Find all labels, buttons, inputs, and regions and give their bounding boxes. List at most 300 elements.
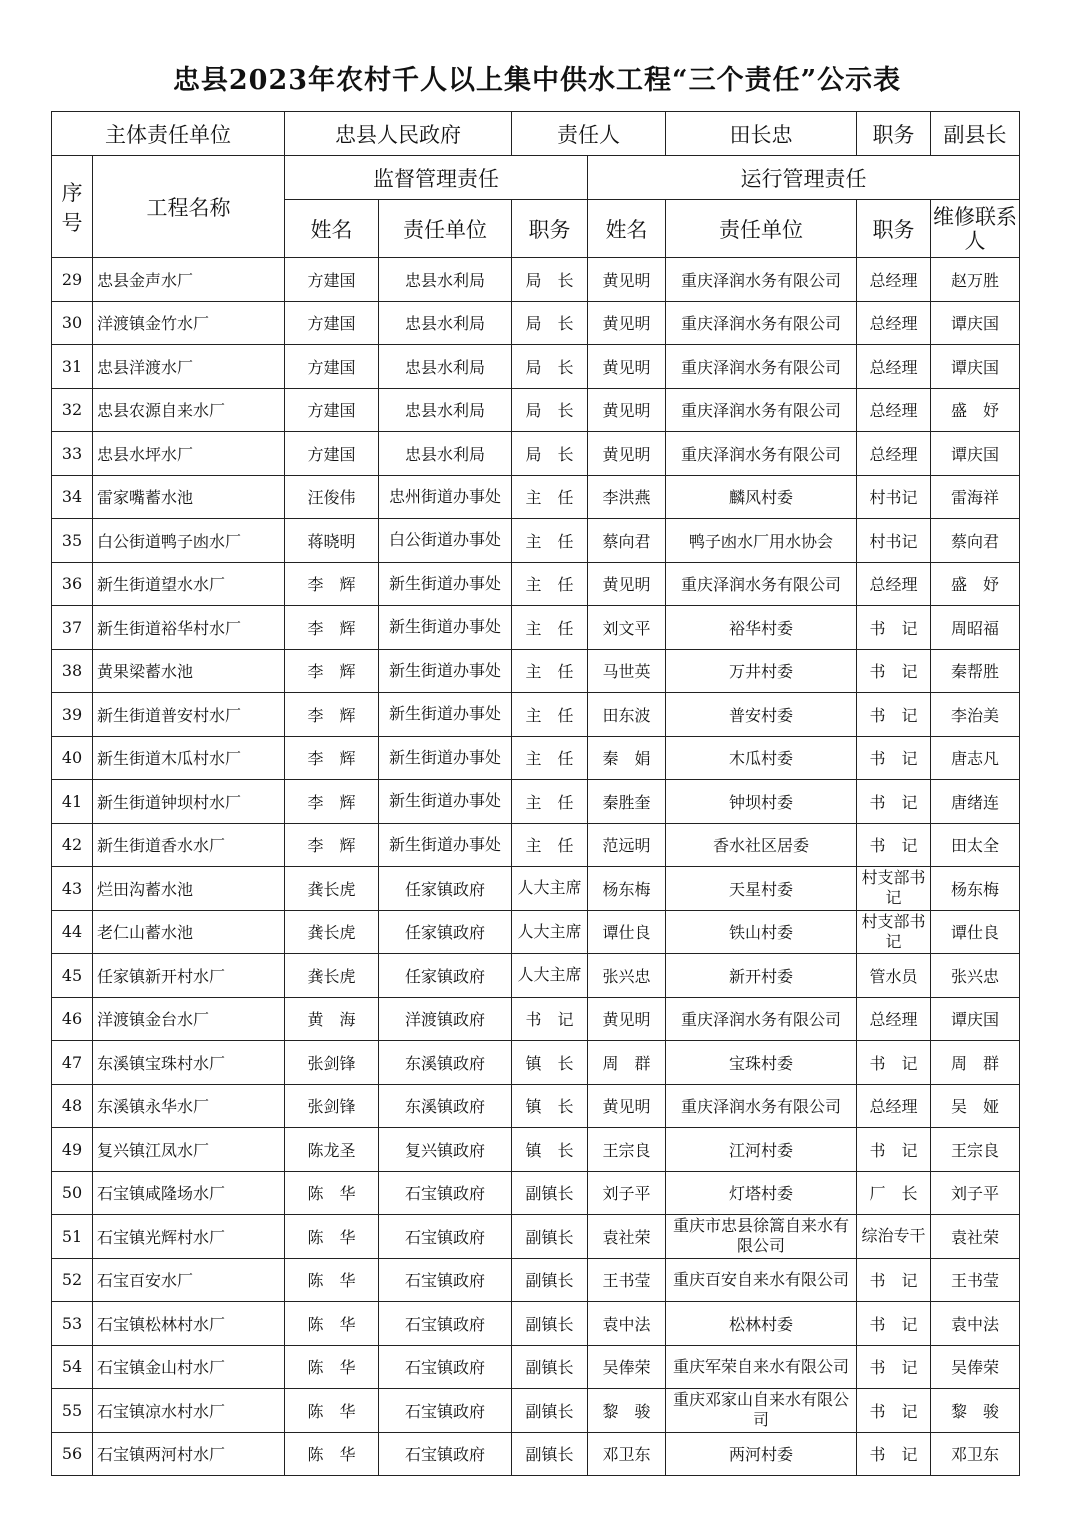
project-name-cell: 新生街道香水水厂 xyxy=(93,823,285,867)
contact-cell: 袁社荣 xyxy=(931,1215,1020,1259)
contact-cell: 蔡向君 xyxy=(931,519,1020,563)
sup-post-cell: 人大主席 xyxy=(512,910,588,954)
contact-cell: 张兴忠 xyxy=(931,954,1020,998)
seq-cell: 52 xyxy=(52,1258,93,1302)
op-unit-cell: 宝珠村委 xyxy=(666,1041,857,1085)
sup-unit-cell: 新生街道办事处 xyxy=(379,606,512,650)
table-row xyxy=(52,1345,1020,1389)
op-unit-cell: 重庆泽润水务有限公司 xyxy=(666,562,857,606)
sup-post-cell: 镇 长 xyxy=(512,1128,588,1172)
contact-cell: 黎 骏 xyxy=(931,1389,1020,1433)
op-post-cell: 书 记 xyxy=(857,1041,931,1085)
table-row xyxy=(52,519,1020,563)
sup-name-cell: 蒋晓明 xyxy=(285,519,379,563)
op-name-cell: 黄见明 xyxy=(588,997,666,1041)
op-unit-cell: 鸭子凼水厂用水协会 xyxy=(666,519,857,563)
op-name-cell: 黄见明 xyxy=(588,258,666,302)
page-title: 忠县2023年农村千人以上集中供水工程“三个责任”公示表 xyxy=(172,65,902,96)
sup-unit-cell: 复兴镇政府 xyxy=(379,1128,512,1172)
op-unit-cell: 重庆百安自来水有限公司 xyxy=(666,1258,857,1302)
op-post-cell: 总经理 xyxy=(857,432,931,476)
op-post-cell: 综治专干 xyxy=(857,1215,931,1259)
op-unit-cell: 灯塔村委 xyxy=(666,1171,857,1215)
op-post-header: 职务 xyxy=(857,200,931,258)
op-post-cell: 书 记 xyxy=(857,693,931,737)
seq-header: 序号 xyxy=(52,156,93,258)
op-post-cell: 总经理 xyxy=(857,1084,931,1128)
table-row xyxy=(52,823,1020,867)
seq-cell: 34 xyxy=(52,475,93,519)
sup-unit-cell: 任家镇政府 xyxy=(379,910,512,954)
op-name-cell: 王书莹 xyxy=(588,1258,666,1302)
contact-cell: 谭庆国 xyxy=(931,997,1020,1041)
sup-name-cell: 方建国 xyxy=(285,258,379,302)
person-label: 责任人 xyxy=(512,112,666,156)
seq-cell: 40 xyxy=(52,736,93,780)
table-row xyxy=(52,1302,1020,1346)
op-name-cell: 秦胜奎 xyxy=(588,780,666,824)
sup-unit-cell: 东溪镇政府 xyxy=(379,1041,512,1085)
sup-name-cell: 李 辉 xyxy=(285,606,379,650)
sup-post-cell: 主 任 xyxy=(512,736,588,780)
table-row xyxy=(52,345,1020,389)
sup-post-cell: 副镇长 xyxy=(512,1171,588,1215)
contact-cell: 吴俸荣 xyxy=(931,1345,1020,1389)
sup-unit-cell: 洋渡镇政府 xyxy=(379,997,512,1041)
op-post-cell: 书 记 xyxy=(857,1258,931,1302)
sup-name-cell: 李 辉 xyxy=(285,780,379,824)
table-row xyxy=(52,693,1020,737)
sup-unit-cell: 新生街道办事处 xyxy=(379,736,512,780)
table-row xyxy=(52,910,1020,954)
op-name-cell: 袁社荣 xyxy=(588,1215,666,1259)
sup-unit-cell: 忠县水利局 xyxy=(379,345,512,389)
contact-cell: 赵万胜 xyxy=(931,258,1020,302)
project-name-cell: 忠县水坪水厂 xyxy=(93,432,285,476)
project-name-cell: 洋渡镇金台水厂 xyxy=(93,997,285,1041)
sup-name-cell: 李 辉 xyxy=(285,823,379,867)
sup-name-cell: 方建国 xyxy=(285,388,379,432)
sup-name-cell: 陈 华 xyxy=(285,1432,379,1476)
sup-unit-cell: 任家镇政府 xyxy=(379,954,512,998)
op-unit-cell: 万井村委 xyxy=(666,649,857,693)
op-unit-cell: 麟风村委 xyxy=(666,475,857,519)
project-name-cell: 石宝镇松林村水厂 xyxy=(93,1302,285,1346)
op-unit-cell: 两河村委 xyxy=(666,1432,857,1476)
table-row xyxy=(52,475,1020,519)
op-post-cell: 书 记 xyxy=(857,823,931,867)
op-post-cell: 村书记 xyxy=(857,519,931,563)
project-name-cell: 石宝百安水厂 xyxy=(93,1258,285,1302)
post-label: 职务 xyxy=(857,112,931,156)
op-unit-cell: 重庆泽润水务有限公司 xyxy=(666,1084,857,1128)
contact-cell: 袁中法 xyxy=(931,1302,1020,1346)
op-name-cell: 蔡向君 xyxy=(588,519,666,563)
op-post-cell: 总经理 xyxy=(857,345,931,389)
op-name-cell: 黄见明 xyxy=(588,345,666,389)
op-unit-header: 责任单位 xyxy=(666,200,857,258)
op-unit-cell: 重庆邓家山自来水有限公司 xyxy=(666,1389,857,1433)
table-row xyxy=(52,1084,1020,1128)
sup-name-cell: 陈 华 xyxy=(285,1389,379,1433)
sup-name-cell: 李 辉 xyxy=(285,736,379,780)
op-post-cell: 总经理 xyxy=(857,258,931,302)
seq-cell: 42 xyxy=(52,823,93,867)
op-post-cell: 总经理 xyxy=(857,301,931,345)
table-row xyxy=(52,1389,1020,1433)
seq-cell: 31 xyxy=(52,345,93,389)
op-name-cell: 刘文平 xyxy=(588,606,666,650)
sup-name-cell: 龚长虎 xyxy=(285,954,379,998)
sup-unit-cell: 新生街道办事处 xyxy=(379,562,512,606)
contact-cell: 田太全 xyxy=(931,823,1020,867)
op-post-cell: 总经理 xyxy=(857,562,931,606)
op-post-cell: 书 记 xyxy=(857,1128,931,1172)
seq-cell: 36 xyxy=(52,562,93,606)
sup-name-cell: 李 辉 xyxy=(285,649,379,693)
table-row xyxy=(52,867,1020,911)
sup-post-cell: 局 长 xyxy=(512,258,588,302)
seq-cell: 51 xyxy=(52,1215,93,1259)
header-row-main xyxy=(52,112,1020,156)
op-unit-cell: 铁山村委 xyxy=(666,910,857,954)
op-post-cell: 书 记 xyxy=(857,606,931,650)
project-name-cell: 黄果梁蓄水池 xyxy=(93,649,285,693)
post-value: 副县长 xyxy=(931,112,1020,156)
supervision-header: 监督管理责任 xyxy=(285,156,588,200)
sup-post-cell: 主 任 xyxy=(512,475,588,519)
op-unit-cell: 重庆泽润水务有限公司 xyxy=(666,997,857,1041)
table-row xyxy=(52,736,1020,780)
op-name-cell: 田东波 xyxy=(588,693,666,737)
sup-name-cell: 汪俊伟 xyxy=(285,475,379,519)
seq-cell: 33 xyxy=(52,432,93,476)
sup-unit-cell: 石宝镇政府 xyxy=(379,1345,512,1389)
project-name-cell: 忠县洋渡水厂 xyxy=(93,345,285,389)
project-name-cell: 老仁山蓄水池 xyxy=(93,910,285,954)
project-name-cell: 烂田沟蓄水池 xyxy=(93,867,285,911)
sup-post-cell: 局 长 xyxy=(512,388,588,432)
sup-name-cell: 李 辉 xyxy=(285,562,379,606)
sup-post-cell: 局 长 xyxy=(512,301,588,345)
op-unit-cell: 重庆泽润水务有限公司 xyxy=(666,432,857,476)
project-name-cell: 石宝镇咸隆场水厂 xyxy=(93,1171,285,1215)
sup-post-cell: 主 任 xyxy=(512,606,588,650)
project-name-cell: 雷家嘴蓄水池 xyxy=(93,475,285,519)
op-post-cell: 书 记 xyxy=(857,1302,931,1346)
sup-name-cell: 龚长虎 xyxy=(285,910,379,954)
op-name-header: 姓名 xyxy=(588,200,666,258)
op-unit-cell: 普安村委 xyxy=(666,693,857,737)
op-name-cell: 黎 骏 xyxy=(588,1389,666,1433)
sup-unit-cell: 任家镇政府 xyxy=(379,867,512,911)
op-name-cell: 周 群 xyxy=(588,1041,666,1085)
op-post-cell: 村书记 xyxy=(857,475,931,519)
contact-cell: 唐绪连 xyxy=(931,780,1020,824)
op-name-cell: 杨东梅 xyxy=(588,867,666,911)
sup-post-cell: 副镇长 xyxy=(512,1258,588,1302)
op-name-cell: 谭仕良 xyxy=(588,910,666,954)
table-row xyxy=(52,954,1020,998)
op-name-cell: 马世英 xyxy=(588,649,666,693)
op-post-cell: 厂 长 xyxy=(857,1171,931,1215)
seq-cell: 43 xyxy=(52,867,93,911)
op-unit-cell: 松林村委 xyxy=(666,1302,857,1346)
seq-cell: 50 xyxy=(52,1171,93,1215)
sup-post-cell: 人大主席 xyxy=(512,867,588,911)
header-row-groups xyxy=(52,156,1020,200)
table-row xyxy=(52,432,1020,476)
seq-cell: 48 xyxy=(52,1084,93,1128)
table-row xyxy=(52,1432,1020,1476)
op-name-cell: 吴俸荣 xyxy=(588,1345,666,1389)
seq-cell: 45 xyxy=(52,954,93,998)
seq-cell: 30 xyxy=(52,301,93,345)
contact-cell: 刘子平 xyxy=(931,1171,1020,1215)
op-unit-cell: 钟坝村委 xyxy=(666,780,857,824)
contact-cell: 谭庆国 xyxy=(931,432,1020,476)
sup-unit-cell: 新生街道办事处 xyxy=(379,780,512,824)
project-header: 工程名称 xyxy=(93,156,285,258)
sup-name-cell: 陈 华 xyxy=(285,1258,379,1302)
sup-name-cell: 陈 华 xyxy=(285,1345,379,1389)
sup-name-cell: 李 辉 xyxy=(285,693,379,737)
op-post-cell: 书 记 xyxy=(857,1389,931,1433)
sup-name-cell: 方建国 xyxy=(285,301,379,345)
op-unit-cell: 重庆军荣自来水有限公司 xyxy=(666,1345,857,1389)
table-row xyxy=(52,780,1020,824)
sup-post-cell: 主 任 xyxy=(512,562,588,606)
project-name-cell: 新生街道普安村水厂 xyxy=(93,693,285,737)
op-name-cell: 邓卫东 xyxy=(588,1432,666,1476)
contact-cell: 谭庆国 xyxy=(931,345,1020,389)
project-name-cell: 新生街道裕华村水厂 xyxy=(93,606,285,650)
table-row xyxy=(52,649,1020,693)
seq-cell: 49 xyxy=(52,1128,93,1172)
op-name-cell: 张兴忠 xyxy=(588,954,666,998)
seq-cell: 44 xyxy=(52,910,93,954)
contact-cell: 邓卫东 xyxy=(931,1432,1020,1476)
sup-unit-cell: 忠县水利局 xyxy=(379,301,512,345)
seq-cell: 38 xyxy=(52,649,93,693)
table-row xyxy=(52,258,1020,302)
op-unit-cell: 重庆市忠县徐篙自来水有限公司 xyxy=(666,1215,857,1259)
sup-post-cell: 主 任 xyxy=(512,823,588,867)
sup-unit-cell: 石宝镇政府 xyxy=(379,1258,512,1302)
project-name-cell: 东溪镇永华水厂 xyxy=(93,1084,285,1128)
seq-cell: 35 xyxy=(52,519,93,563)
seq-cell: 55 xyxy=(52,1389,93,1433)
op-post-cell: 村支部书记 xyxy=(857,910,931,954)
op-name-cell: 范远明 xyxy=(588,823,666,867)
person-value: 田长忠 xyxy=(666,112,857,156)
sup-name-header: 姓名 xyxy=(285,200,379,258)
table-row xyxy=(52,562,1020,606)
table-row xyxy=(52,1215,1020,1259)
project-name-cell: 新生街道木瓜村水厂 xyxy=(93,736,285,780)
sup-post-cell: 人大主席 xyxy=(512,954,588,998)
seq-cell: 41 xyxy=(52,780,93,824)
sup-name-cell: 陈 华 xyxy=(285,1215,379,1259)
contact-cell: 王宗良 xyxy=(931,1128,1020,1172)
project-name-cell: 洋渡镇金竹水厂 xyxy=(93,301,285,345)
sup-post-cell: 副镇长 xyxy=(512,1302,588,1346)
op-post-cell: 书 记 xyxy=(857,1432,931,1476)
op-unit-cell: 重庆泽润水务有限公司 xyxy=(666,258,857,302)
sup-unit-cell: 石宝镇政府 xyxy=(379,1215,512,1259)
op-unit-cell: 天星村委 xyxy=(666,867,857,911)
project-name-cell: 新生街道望水水厂 xyxy=(93,562,285,606)
contact-cell: 谭仕良 xyxy=(931,910,1020,954)
sup-post-cell: 副镇长 xyxy=(512,1215,588,1259)
sup-unit-cell: 石宝镇政府 xyxy=(379,1432,512,1476)
sup-post-cell: 副镇长 xyxy=(512,1389,588,1433)
sup-post-cell: 主 任 xyxy=(512,780,588,824)
project-name-cell: 石宝镇光辉村水厂 xyxy=(93,1215,285,1259)
op-unit-cell: 重庆泽润水务有限公司 xyxy=(666,388,857,432)
sup-post-cell: 镇 长 xyxy=(512,1084,588,1128)
sup-post-cell: 局 长 xyxy=(512,345,588,389)
project-name-cell: 白公街道鸭子凼水厂 xyxy=(93,519,285,563)
seq-cell: 29 xyxy=(52,258,93,302)
project-name-cell: 忠县金声水厂 xyxy=(93,258,285,302)
op-unit-cell: 新开村委 xyxy=(666,954,857,998)
op-name-cell: 黄见明 xyxy=(588,562,666,606)
op-unit-cell: 香水社区居委 xyxy=(666,823,857,867)
sup-unit-cell: 忠县水利局 xyxy=(379,388,512,432)
sup-name-cell: 陈 华 xyxy=(285,1302,379,1346)
contact-cell: 唐志凡 xyxy=(931,736,1020,780)
contact-cell: 王书莹 xyxy=(931,1258,1020,1302)
contact-cell: 吴 娅 xyxy=(931,1084,1020,1128)
op-post-cell: 书 记 xyxy=(857,780,931,824)
sup-post-cell: 主 任 xyxy=(512,649,588,693)
op-name-cell: 黄见明 xyxy=(588,301,666,345)
op-unit-cell: 江河村委 xyxy=(666,1128,857,1172)
op-post-cell: 书 记 xyxy=(857,736,931,780)
seq-cell: 56 xyxy=(52,1432,93,1476)
sup-name-cell: 张剑锋 xyxy=(285,1084,379,1128)
sup-name-cell: 龚长虎 xyxy=(285,867,379,911)
op-name-cell: 黄见明 xyxy=(588,388,666,432)
sup-unit-cell: 石宝镇政府 xyxy=(379,1171,512,1215)
contact-cell: 雷海祥 xyxy=(931,475,1020,519)
sup-unit-cell: 石宝镇政府 xyxy=(379,1302,512,1346)
op-post-cell: 管水员 xyxy=(857,954,931,998)
sup-post-cell: 局 长 xyxy=(512,432,588,476)
project-name-cell: 石宝镇金山村水厂 xyxy=(93,1345,285,1389)
op-name-cell: 黄见明 xyxy=(588,1084,666,1128)
op-name-cell: 袁中法 xyxy=(588,1302,666,1346)
sup-unit-cell: 忠县水利局 xyxy=(379,432,512,476)
sup-unit-cell: 东溪镇政府 xyxy=(379,1084,512,1128)
sup-post-cell: 镇 长 xyxy=(512,1041,588,1085)
contact-cell: 周 群 xyxy=(931,1041,1020,1085)
op-post-cell: 总经理 xyxy=(857,388,931,432)
sup-name-cell: 方建国 xyxy=(285,432,379,476)
seq-cell: 39 xyxy=(52,693,93,737)
sup-post-cell: 主 任 xyxy=(512,693,588,737)
sup-unit-cell: 白公街道办事处 xyxy=(379,519,512,563)
sup-name-cell: 陈 华 xyxy=(285,1171,379,1215)
contact-cell: 杨东梅 xyxy=(931,867,1020,911)
op-name-cell: 王宗良 xyxy=(588,1128,666,1172)
sup-post-cell: 主 任 xyxy=(512,519,588,563)
seq-cell: 54 xyxy=(52,1345,93,1389)
sup-unit-cell: 新生街道办事处 xyxy=(379,649,512,693)
sup-unit-cell: 石宝镇政府 xyxy=(379,1389,512,1433)
project-name-cell: 石宝镇凉水村水厂 xyxy=(93,1389,285,1433)
seq-cell: 47 xyxy=(52,1041,93,1085)
project-name-cell: 任家镇新开村水厂 xyxy=(93,954,285,998)
project-name-cell: 忠县农源自来水厂 xyxy=(93,388,285,432)
project-name-cell: 新生街道钟坝村水厂 xyxy=(93,780,285,824)
main-unit-value: 忠县人民政府 xyxy=(285,112,512,156)
responsibility-table xyxy=(51,111,1020,1476)
contact-cell: 谭庆国 xyxy=(931,301,1020,345)
project-name-cell: 东溪镇宝珠村水厂 xyxy=(93,1041,285,1085)
contact-cell: 周昭福 xyxy=(931,606,1020,650)
table-row xyxy=(52,997,1020,1041)
operation-header: 运行管理责任 xyxy=(588,156,1020,200)
main-unit-label: 主体责任单位 xyxy=(52,112,285,156)
table-row xyxy=(52,388,1020,432)
sup-post-cell: 副镇长 xyxy=(512,1345,588,1389)
sup-name-cell: 陈龙圣 xyxy=(285,1128,379,1172)
op-post-cell: 总经理 xyxy=(857,997,931,1041)
op-post-cell: 书 记 xyxy=(857,1345,931,1389)
contact-cell: 盛 妤 xyxy=(931,388,1020,432)
op-post-cell: 书 记 xyxy=(857,649,931,693)
contact-cell: 李治美 xyxy=(931,693,1020,737)
sup-name-cell: 张剑锋 xyxy=(285,1041,379,1085)
sup-name-cell: 黄 海 xyxy=(285,997,379,1041)
seq-cell: 53 xyxy=(52,1302,93,1346)
contact-cell: 秦帮胜 xyxy=(931,649,1020,693)
sup-unit-cell: 忠县水利局 xyxy=(379,258,512,302)
sup-name-cell: 方建国 xyxy=(285,345,379,389)
seq-cell: 37 xyxy=(52,606,93,650)
op-unit-cell: 木瓜村委 xyxy=(666,736,857,780)
op-name-cell: 黄见明 xyxy=(588,432,666,476)
table-row xyxy=(52,1041,1020,1085)
table-row xyxy=(52,301,1020,345)
op-unit-cell: 裕华村委 xyxy=(666,606,857,650)
op-name-cell: 秦 娟 xyxy=(588,736,666,780)
op-post-cell: 村支部书记 xyxy=(857,867,931,911)
sup-post-cell: 副镇长 xyxy=(512,1432,588,1476)
op-name-cell: 李洪燕 xyxy=(588,475,666,519)
sup-unit-header: 责任单位 xyxy=(379,200,512,258)
op-contact-header: 维修联系人 xyxy=(931,200,1020,258)
table-body xyxy=(52,258,1020,1476)
seq-cell: 32 xyxy=(52,388,93,432)
project-name-cell: 复兴镇江凤水厂 xyxy=(93,1128,285,1172)
op-unit-cell: 重庆泽润水务有限公司 xyxy=(666,301,857,345)
sup-unit-cell: 新生街道办事处 xyxy=(379,823,512,867)
table-row xyxy=(52,1128,1020,1172)
sup-post-cell: 书 记 xyxy=(512,997,588,1041)
sup-unit-cell: 新生街道办事处 xyxy=(379,693,512,737)
sup-unit-cell: 忠州街道办事处 xyxy=(379,475,512,519)
op-unit-cell: 重庆泽润水务有限公司 xyxy=(666,345,857,389)
table-row xyxy=(52,606,1020,650)
table-row xyxy=(52,1258,1020,1302)
op-name-cell: 刘子平 xyxy=(588,1171,666,1215)
seq-cell: 46 xyxy=(52,997,93,1041)
contact-cell: 盛 妤 xyxy=(931,562,1020,606)
table-row xyxy=(52,1171,1020,1215)
